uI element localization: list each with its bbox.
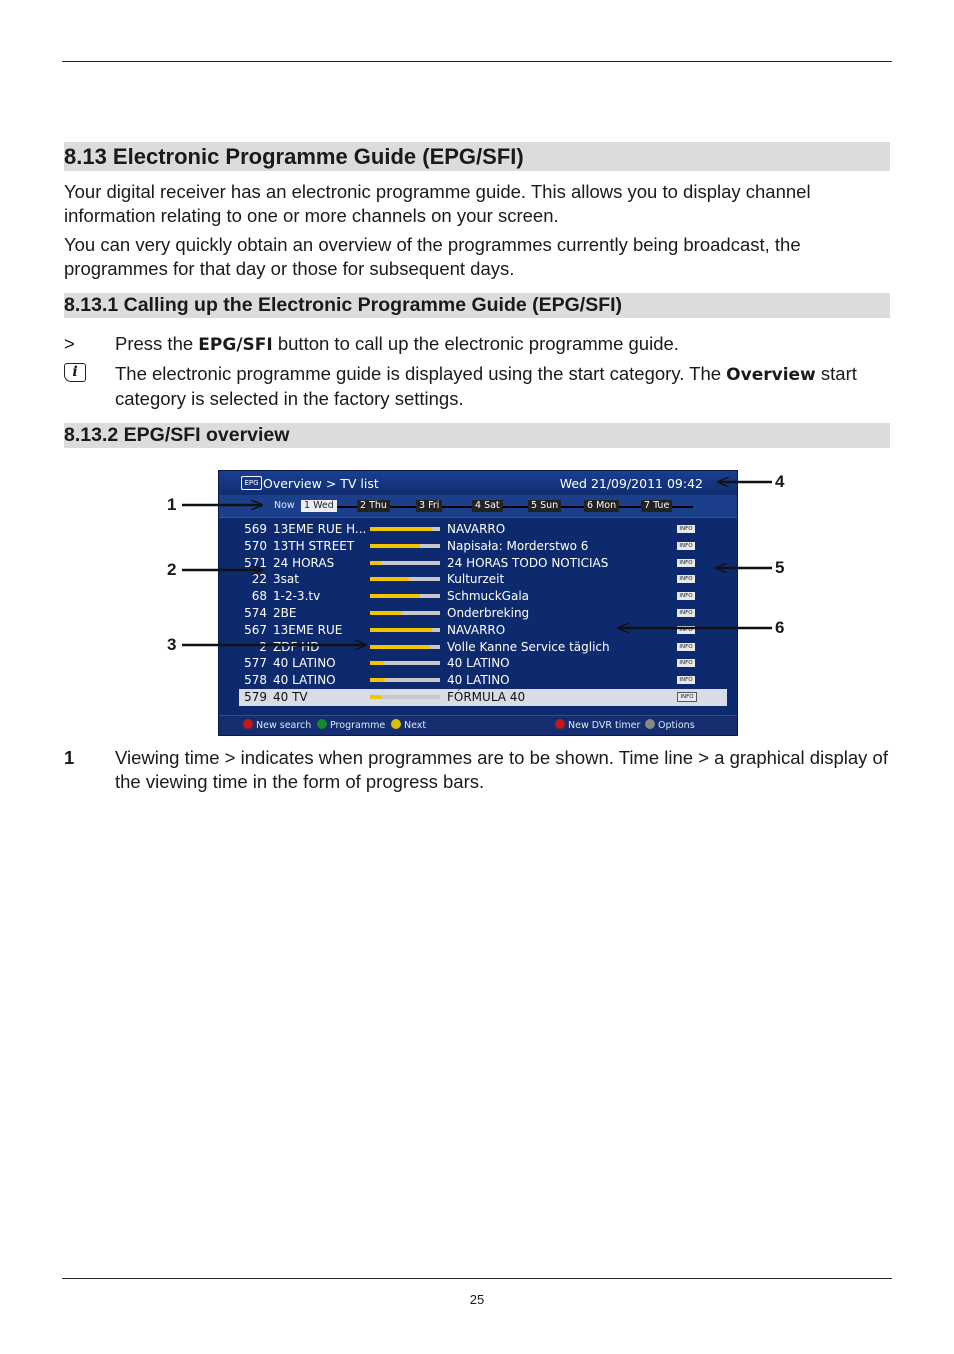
- callout-2: 2: [167, 560, 177, 579]
- screen-title: Overview > TV list: [263, 476, 379, 491]
- footer-red-item: New search: [243, 716, 311, 736]
- info-badge[interactable]: INFO: [677, 592, 695, 600]
- channel-number: 2: [259, 639, 267, 654]
- channel-number: 571: [244, 555, 267, 570]
- channel-number: 570: [244, 538, 267, 553]
- footer-red2-item: New DVR timer: [555, 716, 640, 736]
- channel-name: 2BE: [273, 605, 297, 620]
- channel-name: 40 LATINO: [273, 673, 336, 688]
- info-badge[interactable]: INFO: [677, 525, 695, 533]
- programme-title: Volle Kanne Service täglich: [447, 639, 610, 654]
- info-badge[interactable]: INFO: [677, 643, 695, 651]
- programme-title: Onderbreking: [447, 605, 530, 620]
- callout-6: 6: [775, 618, 785, 637]
- section-heading: 8.13 Electronic Programme Guide (EPG/SFI): [64, 142, 890, 171]
- programme-title: NAVARRO: [447, 622, 506, 637]
- programme-title: 40 LATINO: [447, 656, 510, 671]
- channel-number: 68: [251, 589, 267, 604]
- programme-title: SchmuckGala: [447, 589, 530, 604]
- day-1: 1 Wed: [301, 500, 337, 512]
- day-3: 3 Fri: [416, 500, 442, 512]
- day-2: 2 Thu: [357, 500, 390, 512]
- channel-number: 577: [244, 656, 267, 671]
- channel-name: 3sat: [273, 572, 299, 587]
- info-badge[interactable]: INFO: [677, 559, 695, 567]
- info-badge[interactable]: INFO: [677, 659, 695, 667]
- programme-title: Kulturzeit: [447, 572, 505, 587]
- legend-text: Viewing time > indicates when programmes are to be shown. Time line > a graphical display of the viewing time in the form of progress bars.: [115, 747, 888, 792]
- channel-name: 24 HORAS: [273, 555, 335, 570]
- channel-number: 578: [244, 673, 267, 688]
- step-marker: >: [64, 333, 75, 354]
- info-badge[interactable]: INFO: [677, 609, 695, 617]
- intro-paragraph-2: You can very quickly obtain an overview of the programmes currently being broadcast, the programmes for that day or those for subsequent days.: [64, 234, 801, 279]
- channel-name: ZDF HD: [273, 639, 320, 654]
- info-note-icon: i: [64, 363, 86, 382]
- page-number: 25: [469, 1292, 485, 1307]
- bottom-rule: [62, 1278, 892, 1279]
- intro-paragraph-1: Your digital receiver has an electronic programme guide. This allows you to display channel information relating to one or more channels on your screen.: [64, 181, 811, 226]
- programme-title: FÓRMULA 40: [447, 689, 526, 704]
- info-badge[interactable]: INFO: [677, 575, 695, 583]
- channel-number: 574: [244, 605, 267, 620]
- channel-number: 567: [244, 622, 267, 637]
- day-6: 6 Mon: [584, 500, 619, 512]
- programme-title: NAVARRO: [447, 522, 506, 536]
- screen-datetime: Wed 21/09/2011 09:42: [559, 476, 703, 491]
- programme-title: 24 HORAS TODO NOTICIAS: [447, 555, 609, 570]
- footer-options-item: Options: [645, 716, 695, 736]
- info-badge[interactable]: INFO: [677, 692, 697, 702]
- day-5: 5 Sun: [528, 500, 561, 512]
- day-4: 4 Sat: [472, 500, 503, 512]
- channel-name: 1-2-3.tv: [273, 589, 321, 604]
- info-badge[interactable]: INFO: [677, 676, 695, 684]
- legend-number: 1: [64, 747, 75, 768]
- channel-name: 40 TV: [273, 689, 308, 704]
- channel-number: 22: [251, 572, 267, 587]
- programme-title: Napisała: Morderstwo 6: [447, 538, 589, 553]
- callout-5: 5: [775, 558, 785, 577]
- epg-sfi-button-name: EPG/SFI: [198, 335, 273, 355]
- day-now: Now: [274, 500, 295, 511]
- channel-name: 13EME RUE: [273, 622, 343, 637]
- overview-category-name: Overview: [726, 365, 816, 385]
- note-item: i The electronic programme guide is displayed using the start category. The Overview start category is selected in the factory settings.: [64, 362, 890, 410]
- footer-yellow-item: Next: [391, 716, 426, 736]
- channel-number: 579: [244, 689, 267, 704]
- epg-logo-icon: EPG: [241, 476, 262, 490]
- callout-4: 4: [775, 472, 785, 491]
- channel-name: 13EME RUE H...: [273, 522, 367, 536]
- info-badge[interactable]: INFO: [677, 626, 695, 634]
- callout-1: 1: [167, 495, 177, 514]
- day-7: 7 Tue: [641, 500, 672, 512]
- channel-name: 40 LATINO: [273, 656, 336, 671]
- callout-3: 3: [167, 635, 177, 654]
- info-badge[interactable]: INFO: [677, 542, 695, 550]
- channel-name: 13TH STREET: [273, 538, 355, 553]
- subsection-heading-overview: 8.13.2 EPG/SFI overview: [64, 423, 890, 448]
- programme-title: 40 LATINO: [447, 673, 510, 688]
- subsection-heading-calling-up: 8.13.1 Calling up the Electronic Programme Guide (EPG/SFI): [64, 293, 890, 318]
- footer-green-item: Programme: [317, 716, 385, 736]
- channel-number: 569: [244, 522, 267, 536]
